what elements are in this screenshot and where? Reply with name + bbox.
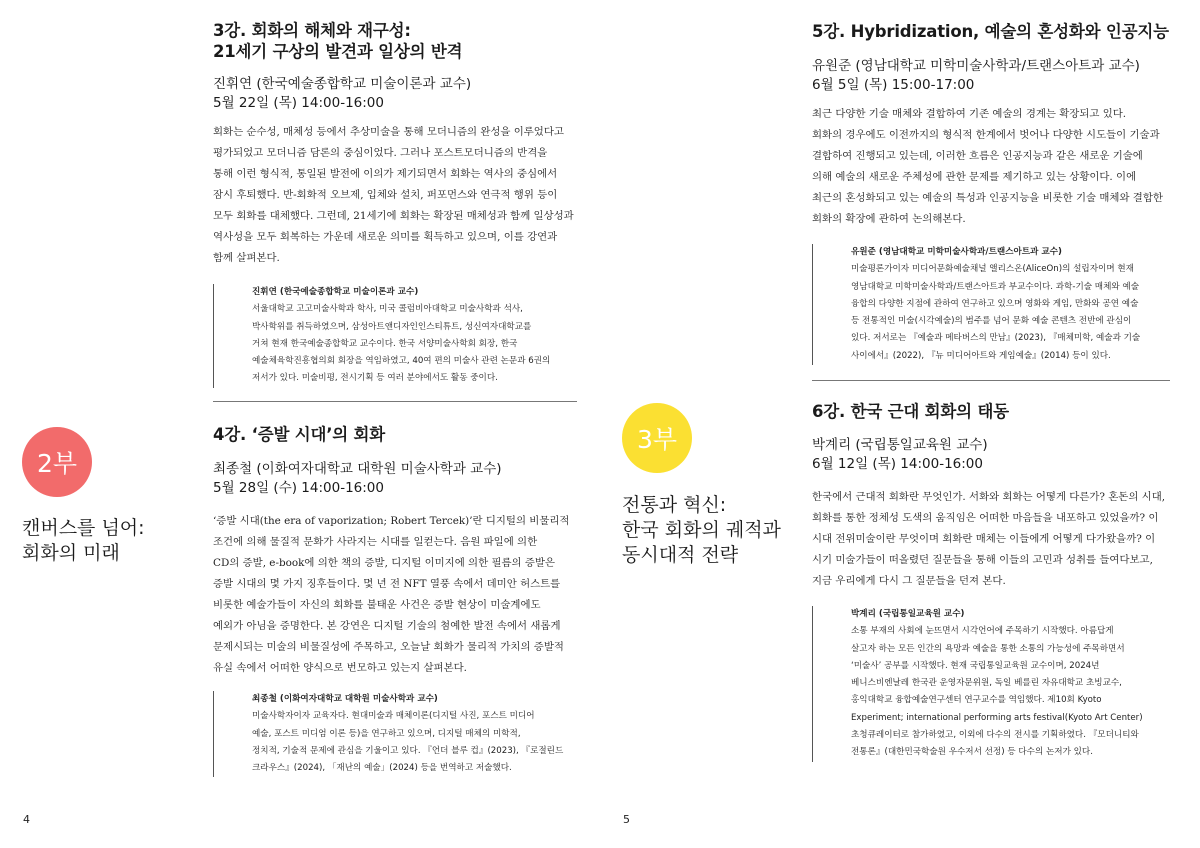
lecture-6-date: 6월 12일 (목) 14:00-16:00 bbox=[812, 456, 983, 472]
body-line: 모두 회화를 대체했다. 그런데, 21세기에 회화는 확장된 매체성과 함께 일상성과 bbox=[213, 210, 574, 222]
part-3-title-line: 전통과 혁신: bbox=[622, 494, 727, 516]
lecture-6-meta bbox=[812, 436, 988, 474]
lecture-5-bio bbox=[812, 244, 1140, 365]
body-line: 역사성을 모두 회복하는 가운데 새로운 의미를 획득하고 있으며, 이를 강연과 bbox=[213, 231, 558, 243]
lecture-3-body bbox=[213, 122, 574, 269]
lecture-4-date: 5월 28일 (수) 14:00-16:00 bbox=[213, 480, 384, 496]
bio-line: 저서가 있다. 미술비평, 전시기획 등 여러 분야에서도 활동 중이다. bbox=[252, 373, 498, 384]
bio-line: 전통론』(대한민국학술원 우수저서 선정) 등 다수의 논저가 있다. bbox=[851, 747, 1093, 758]
bio-line: 살고자 하는 모든 인간의 욕망과 예술을 통한 소통의 가능성에 주목하면서 bbox=[851, 643, 1125, 654]
lecture-6-body bbox=[812, 487, 1165, 592]
section-divider bbox=[812, 380, 1170, 381]
part-2-title-line: 캔버스를 넘어: bbox=[22, 517, 145, 539]
body-line: CD의 증발, e-book에 의한 책의 증발, 디지털 이미지에 의한 필름의 증발은 bbox=[213, 557, 555, 569]
body-line: 증발 시대의 몇 가지 징후들이다. 몇 년 전 NFT 열풍 속에서 데미안 허스트를 bbox=[213, 578, 561, 590]
lecture-4-body bbox=[213, 511, 569, 679]
lecture-5-date: 6월 5일 (목) 15:00-17:00 bbox=[812, 77, 975, 93]
bio-line: ‘미술사’ 공부를 시작했다. 현재 국립통일교육원 교수이며, 2024년 bbox=[851, 660, 1100, 671]
bio-line: 정치적, 기술적 문제에 관심을 기울이고 있다. 『언더 블루 컵』(2023), 『로절린드 bbox=[252, 745, 564, 756]
bio-line: 예술체육학진흥협의회 회장을 역임하였고, 40여 편의 미술사 관련 논문과 6권의 bbox=[252, 356, 551, 367]
bio-line: 홍익대학교 융합예술연구센터 연구교수를 역임했다. 제10회 Kyoto bbox=[851, 695, 1102, 706]
bio-line: 베니스비엔날레 한국관 운영자문위원, 독일 베를린 자유대학교 초빙교수, bbox=[851, 678, 1122, 689]
lecture-title-line: 5강. Hybridization, 예술의 혼성화와 인공지능 bbox=[812, 22, 1169, 41]
lecture-5-title bbox=[812, 21, 1169, 42]
lecture-title-line: 6강. 한국 근대 회화의 태동 bbox=[812, 402, 1009, 421]
bio-line: 영남대학교 미학미술사학과/트랜스아트과 부교수이다. 과학-기술 매체와 예술 bbox=[851, 281, 1140, 292]
body-line: 통해 이런 형식적, 통일된 발전에 이의가 제기되면서 회화는 역사의 중심에서 bbox=[213, 168, 558, 180]
body-line: 최근의 혼성화되고 있는 예술의 특성과 인공지능을 비롯한 기술 매체와 결합한 bbox=[812, 192, 1163, 204]
bio-line: 융합의 다양한 지점에 관하여 연구하고 있으며 영화와 게임, 만화와 공연 예술 bbox=[851, 298, 1139, 309]
body-line: 지금 우리에게 다시 그 질문들을 던져 본다. bbox=[812, 575, 1006, 587]
body-line: 평가되었고 모더니즘 담론의 중심이었다. 그러나 포스트모더니즘의 반격을 bbox=[213, 147, 548, 159]
bio-line: 있다. 저서로는 『예술과 메타버스의 만남』(2023), 『매체미학, 예술과 기술 bbox=[851, 333, 1141, 344]
body-line: 의해 예술의 새로운 주체성에 관한 문제를 제기하고 있는 상황이다. 이에 bbox=[812, 171, 1137, 183]
lecture-5-body bbox=[812, 104, 1163, 230]
lecture-5-meta bbox=[812, 57, 1140, 95]
page-number-left: 4 bbox=[23, 813, 30, 826]
part-3-title-line: 동시대적 전략 bbox=[622, 544, 739, 566]
lecture-title-line: 4강. ‘증발 시대’의 회화 bbox=[213, 425, 386, 444]
bio-name: 유원준 (영남대학교 미학미술사학과/트랜스아트과 교수) bbox=[851, 247, 1062, 257]
part-3-title bbox=[622, 493, 781, 568]
part-3-label: 3부 bbox=[636, 425, 678, 454]
bio-line: 크라우스』(2024), 「재난의 예술」(2024) 등을 번역하고 저술했다. bbox=[252, 763, 512, 774]
body-line: 한국에서 근대적 회화란 무엇인가. 서화와 회화는 어떻게 다른가? 혼돈의 시대, bbox=[812, 491, 1166, 503]
bio-line: 미술평론가이자 미디어문화예술채널 앨리스온(AliceOn)의 설립자이며 현재 bbox=[851, 264, 1134, 275]
part-2-title bbox=[22, 516, 145, 566]
bio-name: 박계리 (국립통일교육원 교수) bbox=[851, 609, 965, 619]
lecture-title-line: 21세기 구상의 발견과 일상의 반격 bbox=[213, 42, 463, 61]
bio-line: 초청큐레이터로 참가하였고, 이외에 다수의 전시를 기획하였다. 『모더니티와 bbox=[851, 730, 1139, 741]
body-line: 예외가 아님을 증명한다. 본 강연은 디지털 기술의 첨예한 발전 속에서 새롭게 bbox=[213, 620, 561, 632]
body-line: 결합하여 진행되고 있는데, 이러한 흐름은 인공지능과 같은 새로운 기술에 bbox=[812, 150, 1143, 162]
lecture-title-line: 3강. 회화의 해체와 재구성: bbox=[213, 21, 411, 40]
bio-name: 진휘연 (한국예술종합학교 미술이론과 교수) bbox=[252, 287, 419, 297]
section-divider bbox=[213, 401, 577, 402]
body-line: 회화의 확장에 관하여 논의해본다. bbox=[812, 213, 966, 225]
lecture-3-title bbox=[213, 20, 462, 62]
lecture-3-date: 5월 22일 (목) 14:00-16:00 bbox=[213, 95, 384, 111]
bio-line: 예술, 포스트 미디엄 이론 등)을 연구하고 있으며, 디지털 매체의 미학적, bbox=[252, 728, 521, 739]
lecture-3-meta bbox=[213, 75, 471, 113]
body-line: ‘증발 시대(the era of vaporization; Robert Tercek)’란 디지털의 비물리적 bbox=[213, 515, 570, 527]
body-line: 함께 살펴본다. bbox=[213, 252, 280, 264]
body-line: 회화를 통한 정체성 도색의 움직임은 어떠한 마음들을 내포하고 있었을까? 이 bbox=[812, 512, 1159, 524]
body-line: 문제시되는 미술의 비물질성에 주목하고, 오늘날 회화가 물리적 가치의 증발적 bbox=[213, 641, 564, 653]
bio-name: 최종철 (이화여자대학교 대학원 미술사학과 교수) bbox=[252, 694, 438, 704]
bio-line: 거쳐 현재 한국예술종합학교 교수이다. 한국 서양미술사학회 회장, 한국 bbox=[252, 338, 518, 349]
body-line: 조건에 의해 물질적 문화가 사라지는 시대를 일컫는다. 음원 파일에 의한 bbox=[213, 536, 538, 548]
body-line: 유실 속에서 어떠한 양식으로 번모하고 있는지 살펴본다. bbox=[213, 662, 467, 674]
bio-line: 사이에서』(2022), 『뉴 미디어아트와 게임예술』(2014) 등이 있다. bbox=[851, 350, 1111, 361]
lecture-3-bio bbox=[213, 284, 550, 388]
part-3-circle bbox=[622, 403, 692, 473]
part-2-title-line: 회화의 미래 bbox=[22, 542, 120, 564]
part-2-label: 2부 bbox=[36, 449, 78, 478]
body-line: 최근 다양한 기술 매체와 결합하여 기존 예술의 경계는 확장되고 있다. bbox=[812, 108, 1127, 120]
body-line: 시대 전위미술이란 무엇이며 회화란 매체는 이들에게 어떻게 다가왔을까? 이 bbox=[812, 533, 1156, 545]
bio-line: 등 전통적인 미술(시각예술)의 범주를 넘어 문화 예술 콘텐츠 전반에 관심이 bbox=[851, 316, 1132, 327]
bio-line: 소통 부재의 사회에 눈뜨면서 시각언어에 주목하기 시작했다. 아름답게 bbox=[851, 626, 1114, 637]
bio-line: Experiment; international performing arts festival(Kyoto Art Center) bbox=[851, 712, 1143, 723]
body-line: 회화의 경우에도 이전까지의 형식적 한계에서 벗어나 다양한 시도들이 기술과 bbox=[812, 129, 1160, 141]
bio-line: 서울대학교 고고미술사학과 학사, 미국 콜럼비아대학교 미술사학과 석사, bbox=[252, 304, 523, 315]
lecture-4-meta bbox=[213, 460, 502, 498]
lecture-6-speaker: 박계리 (국립통일교육원 교수) bbox=[812, 437, 988, 453]
part-2-circle bbox=[22, 427, 92, 497]
body-line: 잠시 후퇴했다. 반-회화적 오브제, 입체와 설치, 퍼포먼스와 연극적 행위 등이 bbox=[213, 189, 558, 201]
part-3-title-line: 한국 회화의 궤적과 bbox=[622, 519, 781, 541]
bio-line: 미술사학자이자 교육자다. 현대미술과 매체이론(디지털 사진, 포스트 미디어 bbox=[252, 711, 535, 722]
lecture-6-bio bbox=[812, 606, 1143, 762]
lecture-5-speaker: 유원준 (영남대학교 미학미술사학과/트랜스아트과 교수) bbox=[812, 58, 1140, 74]
body-line: 회화는 순수성, 매체성 등에서 추상미술을 통해 모더니즘의 완성을 이루었다고 bbox=[213, 126, 564, 138]
body-line: 시기 미술가들이 떠올렸던 질문들을 통해 이들의 고민과 성취를 들여다보고, bbox=[812, 554, 1153, 566]
page-number-right: 5 bbox=[623, 813, 630, 826]
lecture-4-speaker: 최종철 (이화여자대학교 대학원 미술사학과 교수) bbox=[213, 461, 502, 477]
bio-line: 박사학위를 취득하였으며, 삼성아트앤디자인인스티튜트, 성신여자대학교를 bbox=[252, 321, 532, 332]
lecture-3-speaker: 진휘연 (한국예술종합학교 미술이론과 교수) bbox=[213, 76, 472, 92]
lecture-4-title bbox=[213, 424, 385, 445]
lecture-4-bio bbox=[213, 691, 563, 777]
lecture-6-title bbox=[812, 401, 1009, 422]
body-line: 비롯한 예술가들이 자신의 회화를 불태운 사건은 증발 현상이 미술계에도 bbox=[213, 599, 541, 611]
